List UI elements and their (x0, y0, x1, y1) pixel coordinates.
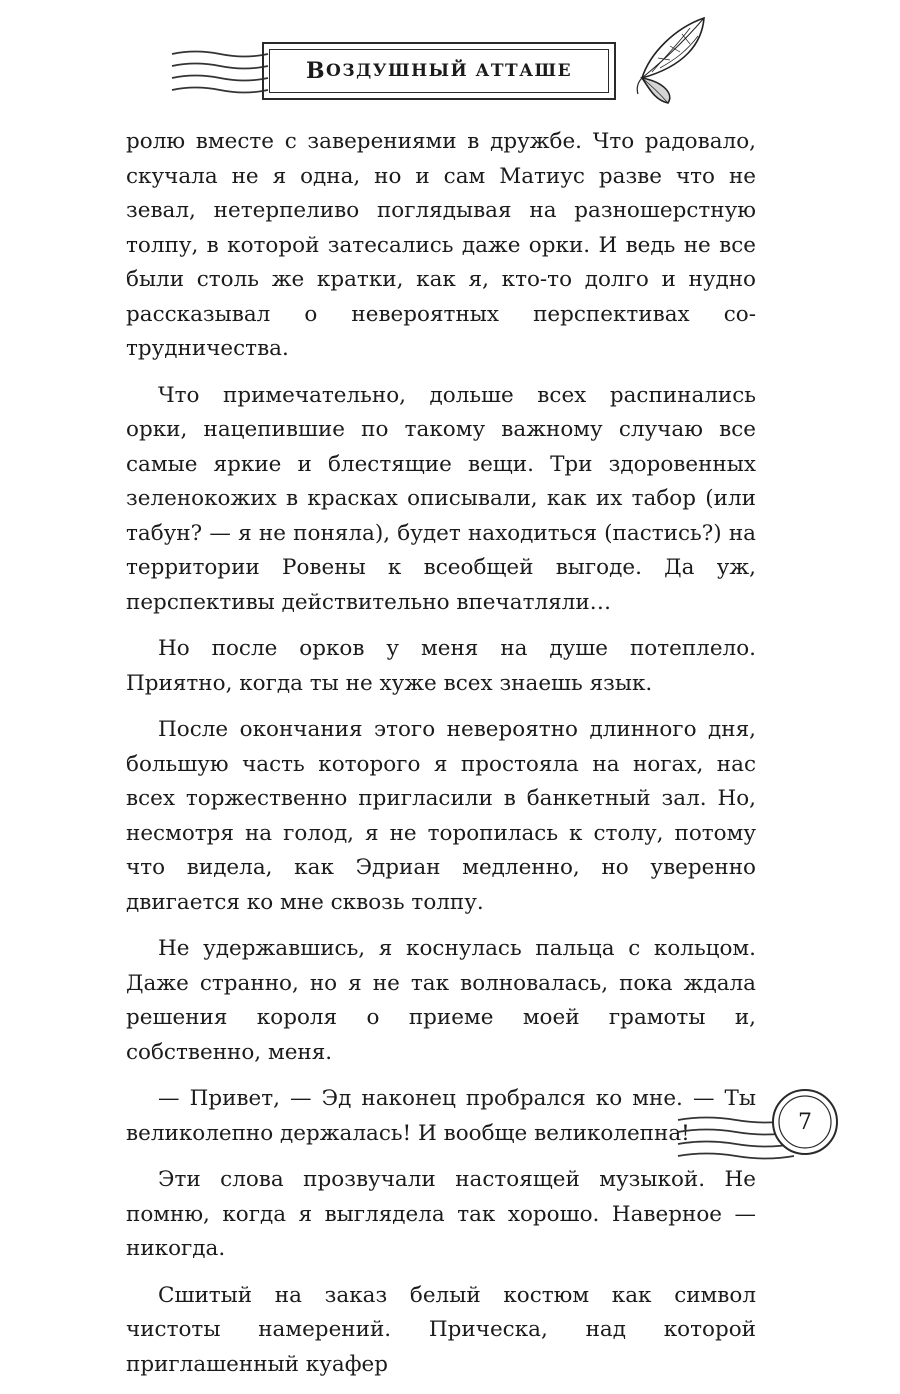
paragraph: Что примечательно, дольше всех распинались орки, нацепившие по такому важному случаю все самые яркие и блестящие вещи. Три здоровенных зеленокожих в красках описывали, как их табор (или табун? — я не поняла), будет находиться (пастись?) на территории Ровены к всеобщей выгоде. Да уж, перспективы действительно впечатляли… (126, 382, 756, 615)
book-title-rest: ОЗДУШНЫЙ АТТАШЕ (326, 61, 573, 81)
paragraph: Но после орков у меня на душе потеплело. Приятно, когда ты не хуже всех знаешь язык. (126, 636, 756, 696)
book-title (264, 44, 614, 98)
paragraph: — Привет, — Эд наконец пробрался ко мне. — Ты великолепно держалась! И вообще великолепна! (126, 1086, 756, 1146)
header-title-frame (262, 42, 616, 100)
book-title-initial: В (305, 58, 327, 84)
paragraph: ролю вместе с заверениями в дружбе. Что радовало, скучала не я одна, но и сам Матиус разве что не зевал, нетерпеливо поглядывая на разношерстную толпу, в которой затесались даже орки. И ведь не все были столь же кратки, как я, кто-то долго и нудно рассказывал о невероятных перспективах сотрудничества. (126, 129, 756, 361)
running-header (0, 0, 900, 120)
paragraph: Эти слова прозвучали настоящей музыкой. Не помню, когда я выглядела так хорошо. Наверное — никогда. (126, 1167, 756, 1261)
paragraph: Сшитый на заказ белый костюм как символ чистоты намерений. Прическа, над которой приглашенный куафер (126, 1282, 756, 1377)
postmark-lines-icon (170, 46, 270, 96)
paragraph: Не удержавшись, я коснулась пальца с кольцом. Даже странно, но я не так волновалась, пока ждала решения короля о приеме моей грамоты и, собственно, меня. (126, 936, 756, 1065)
paragraph: После окончания этого невероятно длинного дня, большую часть которого я простояла на ногах, нас всех торжественно пригласили в банкетный зал. Но, несмотря на голод, я не торопилась к столу, потому что видела, как Эдриан медленно, но уверенно двигается ко мне сквозь толпу. (126, 717, 756, 915)
page-number: 7 (798, 1109, 812, 1135)
butterfly-wing-icon (630, 8, 710, 108)
main-text-column (126, 125, 756, 1394)
